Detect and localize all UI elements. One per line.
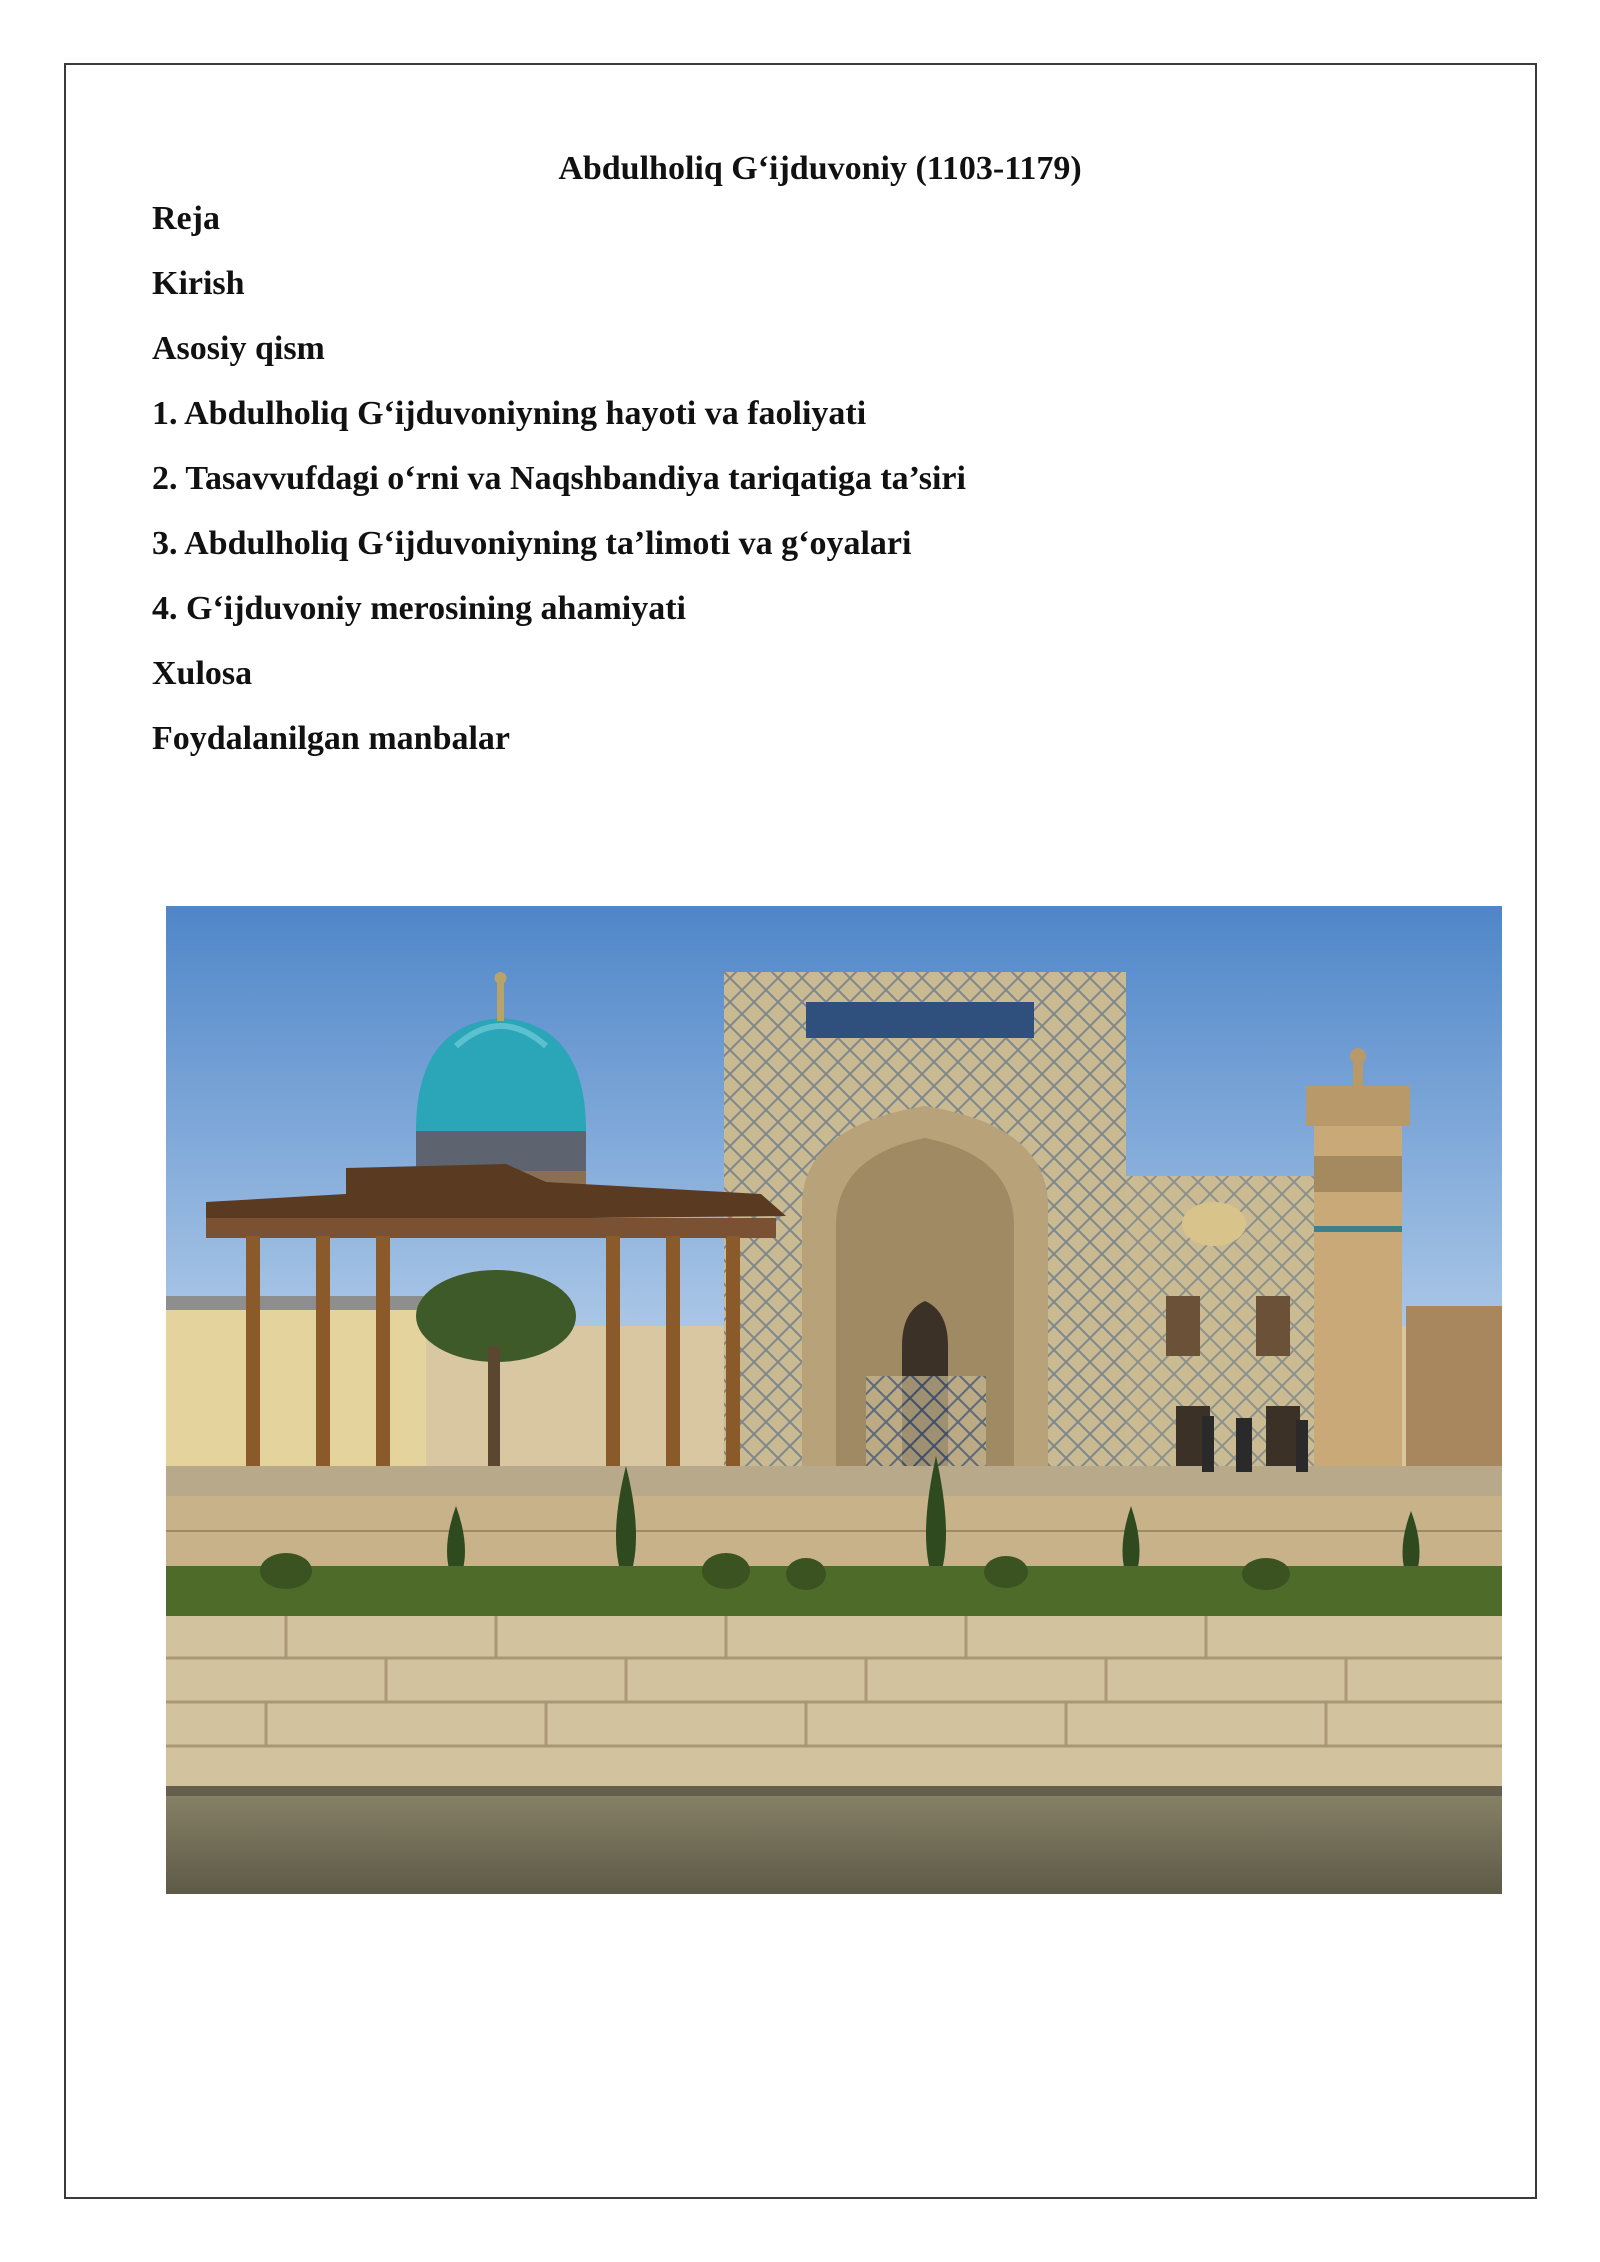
plan-list (152, 195, 966, 780)
mausoleum-photo-illustration (166, 906, 1502, 1894)
grass-strip (166, 1566, 1502, 1616)
plan-item-conclusion: Xulosa (152, 655, 253, 692)
plan-item-4: 4. G‘ijduvoniy merosining ahamiyati (152, 590, 686, 627)
mausoleum-photo (166, 906, 1502, 1894)
pool-water (166, 1786, 1502, 1894)
document-title: Abdulholiq G‘ijduvoniy (1103-1179) (558, 150, 1082, 187)
plan-item-sources: Foydalanilgan manbalar (152, 720, 511, 757)
portal-inscription (806, 1002, 1034, 1038)
visitors (1202, 1416, 1214, 1472)
plan-item-3: 3. Abdulholiq G‘ijduvoniyning ta’limoti va g‘oyalari (152, 525, 912, 562)
plan-item-main-part: Asosiy qism (152, 330, 325, 367)
plan-item-2: 2. Tasavvufdagi o‘rni va Naqshbandiya tariqatiga ta’siri (152, 460, 966, 497)
plan-item-1: 1. Abdulholiq G‘ijduvoniyning hayoti va faoliyati (152, 395, 867, 432)
plan-heading: Reja (152, 200, 220, 237)
plan-item-introduction: Kirish (152, 265, 245, 302)
brick-wall (1406, 1306, 1502, 1472)
pavilion-column (246, 1236, 260, 1476)
